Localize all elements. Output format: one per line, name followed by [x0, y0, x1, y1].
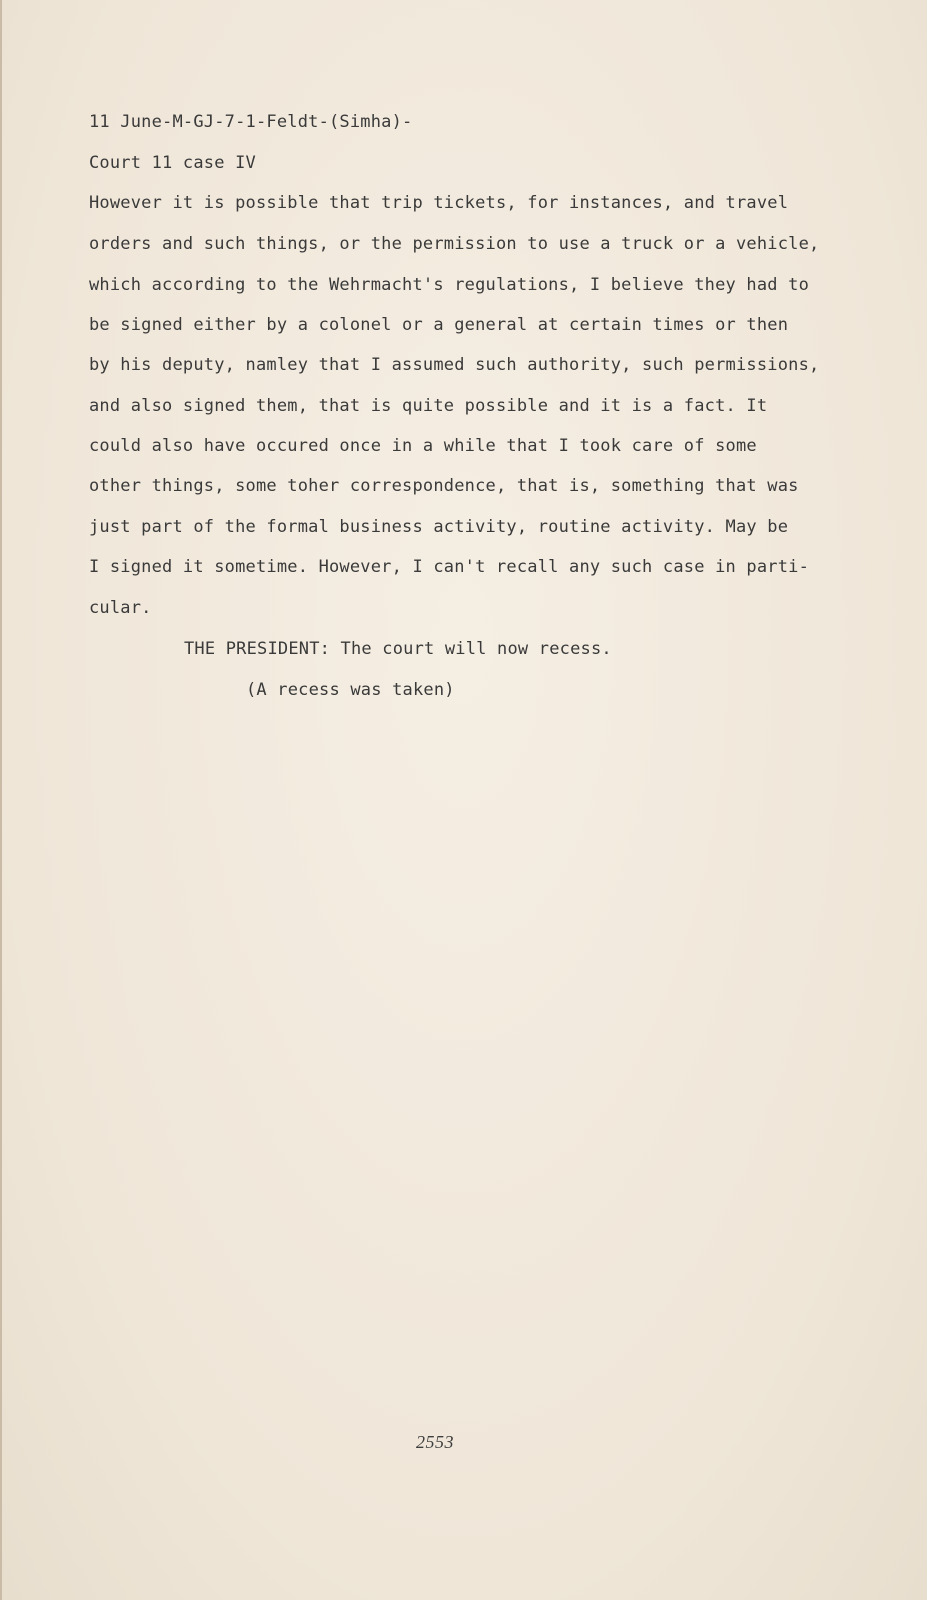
body-line: just part of the formal business activity, routine activity. May be: [89, 517, 789, 537]
body-line: cular.: [89, 598, 152, 618]
body-line: which according to the Wehrmacht's regulations, I believe they had to: [89, 275, 810, 295]
body-line: by his deputy, namley that I assumed such authority, such permissions,: [89, 355, 820, 375]
body-line: be signed either by a colonel or a general at certain times or then: [89, 315, 789, 335]
header-line-2: Court 11 case IV: [89, 153, 256, 173]
body-line: I signed it sometime. However, I can't recall any such case in parti-: [89, 557, 810, 577]
recess-note: (A recess was taken): [246, 680, 455, 700]
body-line: orders and such things, or the permission to use a truck or a vehicle,: [89, 234, 820, 254]
header-line-1: 11 June-M-GJ-7-1-Feldt-(Simha)-: [89, 112, 413, 132]
body-line: and also signed them, that is quite possible and it is a fact. It: [89, 396, 768, 416]
page-number: 2553: [416, 1432, 454, 1452]
president-statement: THE PRESIDENT: The court will now recess.: [184, 639, 612, 659]
body-line: could also have occured once in a while that I took care of some: [89, 436, 757, 456]
body-line: other things, some toher correspondence, that is, something that was: [89, 476, 799, 496]
body-line: However it is possible that trip tickets, for instances, and travel: [89, 193, 789, 213]
